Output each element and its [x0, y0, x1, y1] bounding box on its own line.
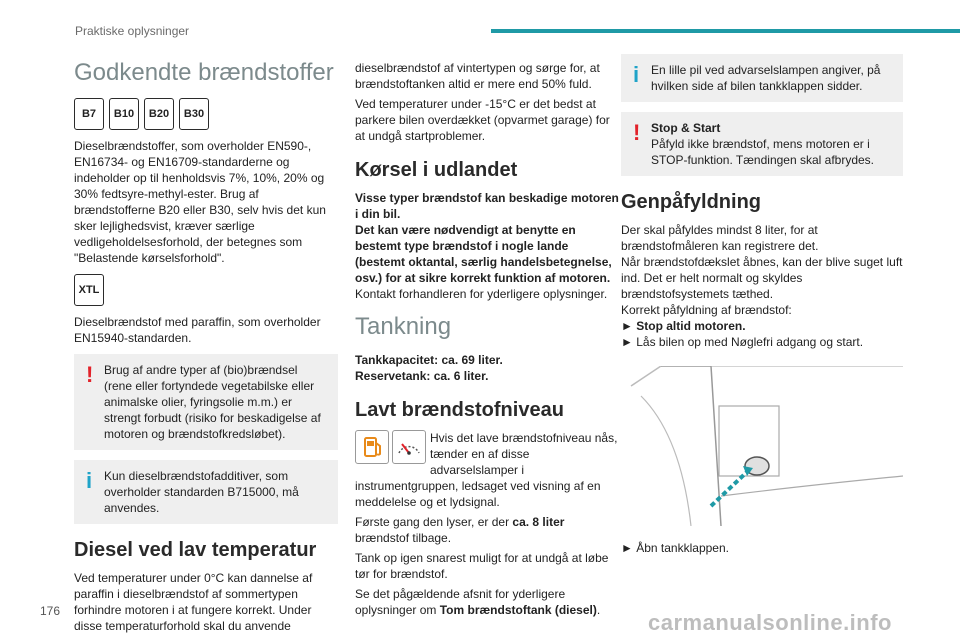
stop-start-title: Stop & Start: [651, 121, 721, 135]
column-3: [621, 52, 903, 560]
low-fuel-first-light-text: [355, 514, 619, 546]
header-accent-bar: [491, 29, 960, 33]
warning-icon: !: [86, 362, 94, 387]
header-section-title: Praktiske oplysninger: [75, 24, 190, 38]
refill-correct-text: Korrekt påfyldning af brændstof:: [621, 303, 792, 317]
low-temp-text: Ved temperaturer under 0°C kan dannelse af paraffin i dieselbrændstof af sommertypen forhindre motoren i at fungere korrekt. Under disse temperaturforhold skal du anvende: [74, 571, 313, 633]
low-fuel-liters: ca. 8 liter: [512, 515, 565, 529]
xtl-text: Dieselbrændstof med paraffin, som overholder EN15940-standarden.: [74, 315, 321, 345]
info-icon: i: [633, 62, 640, 87]
cold-parking-text: Ved temperaturer under -15°C er det bedst at parkere bilen overdækket (opvarmet garage) for at undgå startproblemer.: [355, 97, 610, 143]
diesel-fuels-text: Dieselbrændstoffer, som overholder EN590-, EN16734- og EN16709-standarderne og indeholder op til henholdsvis 7%, 10%, 20% og 30% fedtsyre-methyl-ester. Brug af brændstofferne B20 eller B30, selv hvis det kun sker lejlighedsvist, kræver særlige vedligeholdelsesforhold, der betegnes som "Belastende kørselsforhold".: [74, 139, 326, 265]
section-title-low-fuel: Lavt brændstofniveau: [355, 399, 564, 421]
step-open-flap: Åbn tankklappen.: [636, 541, 729, 555]
warning-icon: !: [633, 120, 641, 145]
see-section-a: Se det pågældende afsnit for yderligere oplysninger om: [355, 587, 566, 617]
fuel-badges: [74, 98, 338, 130]
fuel-pump-warning-icon: [355, 430, 389, 464]
low-fuel-text: Hvis det lave brændstofniveau nås, tænder en af disse advarselslamper i instrumentgruppen, ledsaget ved visning af en meddelelse og et lydsignal.: [355, 431, 618, 509]
empty-tank-link[interactable]: Tom brændstoftank (diesel): [439, 603, 597, 617]
info-note-additives: [74, 460, 338, 524]
xtl-badge-row: [74, 274, 338, 306]
fuel-flap-illustration: [621, 366, 903, 526]
info-note-text: Kun dieselbrændstofadditiver, som overholder standarden B715000, må anvendes.: [104, 469, 299, 515]
info-note-flap-arrow: [621, 54, 903, 102]
warning-note-text: Brug af andre typer af (bio)brændsel (rene eller fortyndede vegetabilske eller animalske olier, fyringsolie m.m.) er strengt forbudt (risiko for beskadigelse af motoren og brændstofkredsløbet).: [104, 363, 321, 441]
see-section-text: [355, 586, 619, 618]
refill-min-text: Der skal påfyldes mindst 8 liter, for at brændstofmåleren kan registrere det.: [621, 223, 819, 253]
see-section-c: .: [596, 603, 601, 617]
low-fuel-first-light-a: Første gang den lyser, er der: [355, 515, 513, 529]
fuel-gauge-icon: [392, 430, 426, 464]
low-fuel-warning-icons: [355, 430, 426, 464]
step-arrow: ►: [621, 335, 633, 349]
abroad-contact-text: Kontakt forhandleren for yderligere oplysninger.: [355, 287, 608, 301]
section-title-low-temp: Diesel ved lav temperatur: [74, 539, 317, 561]
info-note-flap-text: En lille pil ved advarselslampen angiver, på hvilken side af bilen tankklappen sidder.: [651, 63, 881, 93]
refill-air-text: Når brændstofdækslet åbnes, kan der blive suget luft ind. Det er helt normalt og skyldes brændstofsystemets tæthed.: [621, 255, 903, 301]
stop-start-text: Påfyld ikke brændstof, mens motoren er i STOP-funktion. Tændingen skal afbrydes.: [651, 137, 875, 167]
refuel-soon-text: Tank op igen snarest muligt for at undgå at løbe tør for brændstof.: [355, 551, 609, 581]
warning-note-stop-start: [621, 112, 903, 176]
section-title-abroad: Kørsel i udlandet: [355, 159, 518, 181]
info-icon: i: [86, 468, 93, 493]
step-stop-engine: Stop altid motoren.: [636, 319, 746, 333]
section-title-approved-fuels: Godkendte brændstoffer: [74, 59, 334, 86]
tank-capacity: Tankkapacitet: ca. 69 liter.: [355, 353, 503, 367]
fuel-badge-b20: B20: [144, 98, 174, 130]
tank-reserve: Reservetank: ca. 6 liter.: [355, 369, 489, 383]
step-arrow: ►: [621, 319, 633, 333]
section-title-refilling: Genpåfyldning: [621, 191, 761, 213]
column-2: [355, 52, 619, 622]
fuel-badge-b10: B10: [109, 98, 139, 130]
low-fuel-first-light-c: brændstof tilbage.: [355, 531, 452, 545]
winter-diesel-text: dieselbrændstof af vintertypen og sørge for, at brændstoftanken altid er mere end 50% fuld.: [355, 61, 600, 91]
page-number: 176: [40, 604, 61, 618]
section-title-refueling: Tankning: [355, 313, 452, 340]
step-unlock: Lås bilen op med Nøglefri adgang og start.: [636, 335, 864, 349]
watermark: carmanualsonline.info: [648, 610, 892, 635]
fuel-badge-b7: B7: [74, 98, 104, 130]
warning-note-biofuel: [74, 354, 338, 450]
fuel-badge-xtl: XTL: [74, 274, 104, 306]
step-arrow: ►: [621, 541, 633, 555]
abroad-fuel-type-bold: Det kan være nødvendigt at benytte en bestemt type brændstof i nogle lande (bestemt oktantal, særlig handelsbetegnelse, osv.) for at sikre korrekt funktion af motoren.: [355, 223, 612, 285]
abroad-warning-bold: Visse typer brændstof kan beskadige motoren i din bil.: [355, 191, 619, 221]
fuel-badge-b30: B30: [179, 98, 209, 130]
column-1: [74, 52, 338, 638]
